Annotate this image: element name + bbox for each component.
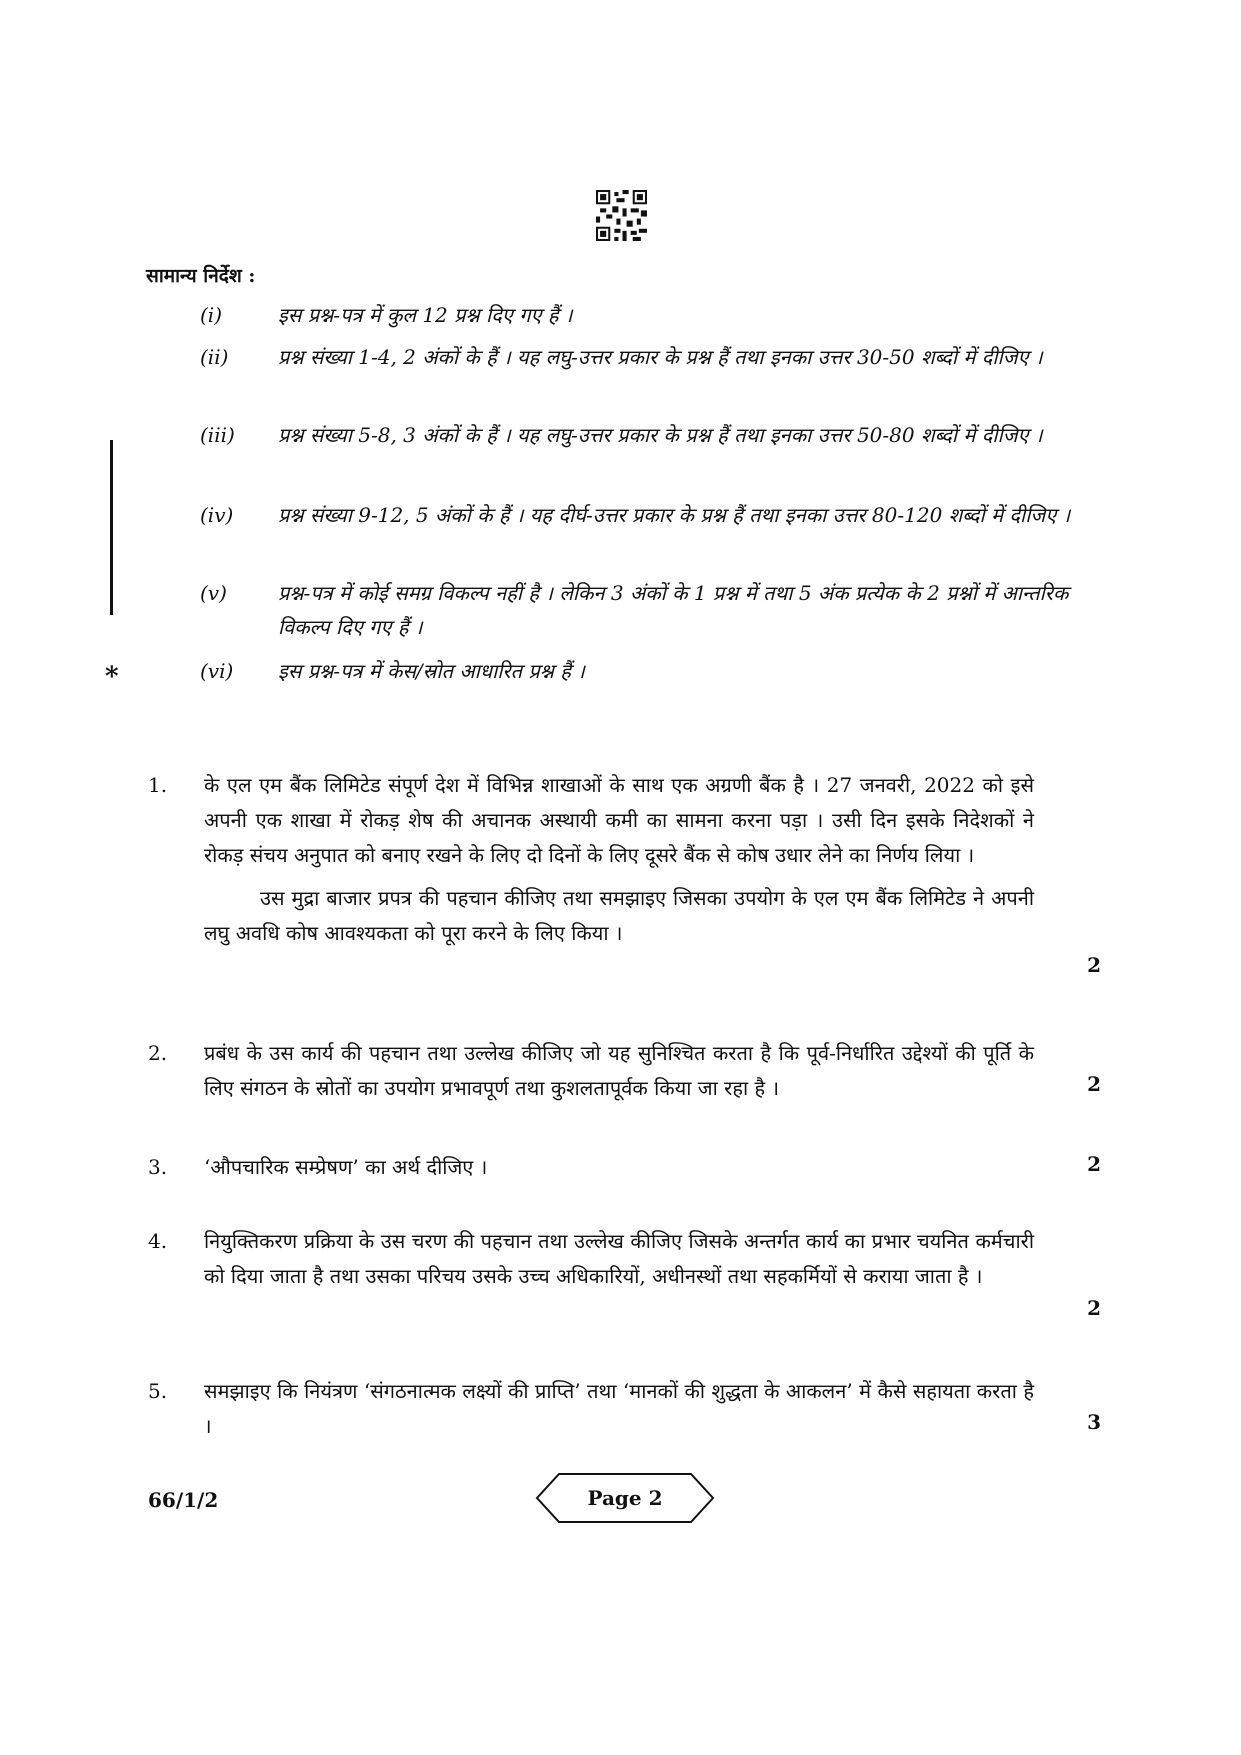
question-number: 2. <box>148 1041 168 1065</box>
instruction-item <box>200 298 1100 332</box>
instruction-text: इस प्रश्न-पत्र में केस/स्रोत आधारित प्रश्न हैं । <box>278 659 585 683</box>
instruction-number: (ii) <box>200 345 229 369</box>
question-text: समझाइए कि नियंत्रण ‘संगठनात्मक लक्ष्यों की प्राप्ति’ तथा ‘मानकों की शुद्धता के आकलन’ में कैसे सहायता करता है । <box>204 1379 1034 1438</box>
question-number: 4. <box>148 1229 168 1253</box>
question-text: ‘औपचारिक सम्प्रेषण’ का अर्थ दीजिए । <box>204 1155 488 1179</box>
question-number: 5. <box>148 1379 168 1403</box>
instruction-number: (i) <box>200 303 223 327</box>
page-number-badge <box>535 1472 715 1524</box>
question-marks: 2 <box>1087 1296 1101 1320</box>
question-2 <box>148 1036 1098 1106</box>
instruction-number: (vi) <box>200 659 234 683</box>
question-text: के एल एम बैंक लिमिटेड संपूर्ण देश में विभिन्न शाखाओं के साथ एक अग्रणी बैंक है । 27 जनवरी, 2022 को इसे अपनी एक शाखा में रोकड़ शेष की अचानक अस्थायी कमी का सामना करना पड़ा । उसी दिन इसके निदेशकों ने रोकड़ संचय अनुपात को बनाए रखने के लिए दो दिनों के लिए दूसरे बैंक से कोष उधार लेने का निर्णय लिया । <box>204 773 1034 867</box>
instruction-text: प्रश्न संख्या 1-4, 2 अंकों के हैं । यह लघु-उत्तर प्रकार के प्रश्न हैं तथा इनका उत्तर 30-50 शब्दों में दीजिए । <box>278 345 1043 369</box>
instruction-number: (iv) <box>200 503 234 527</box>
instruction-item <box>200 418 1100 452</box>
paper-code: 66/1/2 <box>148 1488 219 1512</box>
question-marks: 2 <box>1087 953 1101 977</box>
question-number: 1. <box>148 773 168 797</box>
question-subtext: उस मुद्रा बाजार प्रपत्र की पहचान कीजिए तथा समझाइए जिसका उपयोग के एल एम बैंक लिमिटेड ने अपनी लघु अवधि कोष आवश्यकता को पूरा करने के लिए किया । <box>204 886 1034 945</box>
question-text: प्रबंध के उस कार्य की पहचान तथा उल्लेख कीजिए जो यह सुनिश्चित करता है कि पूर्व-निर्धारित उद्देश्यों की पूर्ति के लिए संगठन के स्रोतों का उपयोग प्रभावपूर्ण तथा कुशलतापूर्वक किया जा रहा है । <box>204 1041 1034 1100</box>
question-1 <box>148 768 1098 951</box>
instruction-text: प्रश्न संख्या 5-8, 3 अंकों के हैं । यह लघु-उत्तर प्रकार के प्रश्न हैं तथा इनका उत्तर 50-80 शब्दों में दीजिए । <box>278 423 1043 447</box>
question-4 <box>148 1224 1098 1294</box>
instruction-item <box>200 576 1100 644</box>
instruction-number: (iii) <box>200 423 235 447</box>
instruction-text: प्रश्न-पत्र में कोई समग्र विकल्प नहीं है । लेकिन 3 अंकों के 1 प्रश्न में तथा 5 अंक प्रत्येक के 2 प्रश्नों में आन्तरिक विकल्प दिए गए हैं । <box>278 581 1069 639</box>
question-text: नियुक्तिकरण प्रक्रिया के उस चरण की पहचान तथा उल्लेख कीजिए जिसके अन्तर्गत कार्य का प्रभार चयनित कर्मचारी को दिया जाता है तथा उसका परिचय उसके उच्च अधिकारियों, अधीनस्थों तथा सहकर्मियों से कराया जाता है । <box>204 1229 1034 1288</box>
page-number: Page 2 <box>587 1486 663 1510</box>
instruction-number: (v) <box>200 581 227 605</box>
asterisk-mark: * <box>105 662 119 692</box>
instruction-text: प्रश्न संख्या 9-12, 5 अंकों के हैं । यह दीर्घ-उत्तर प्रकार के प्रश्न हैं तथा इनका उत्तर 80-120 शब्दों में दीजिए । <box>278 503 1071 527</box>
question-marks: 3 <box>1087 1410 1101 1434</box>
instructions-heading: सामान्य निर्देश : <box>146 265 256 287</box>
question-marks: 2 <box>1087 1072 1101 1096</box>
instruction-text: इस प्रश्न-पत्र में कुल 12 प्रश्न दिए गए हैं । <box>278 303 573 327</box>
question-5 <box>148 1374 1098 1444</box>
instruction-item <box>200 498 1100 532</box>
instruction-item <box>200 654 1100 688</box>
question-3 <box>148 1150 1098 1185</box>
question-number: 3. <box>148 1155 168 1179</box>
margin-bar <box>110 440 113 615</box>
instruction-item <box>200 340 1100 374</box>
qr-code-icon <box>596 190 647 241</box>
question-marks: 2 <box>1087 1152 1101 1176</box>
